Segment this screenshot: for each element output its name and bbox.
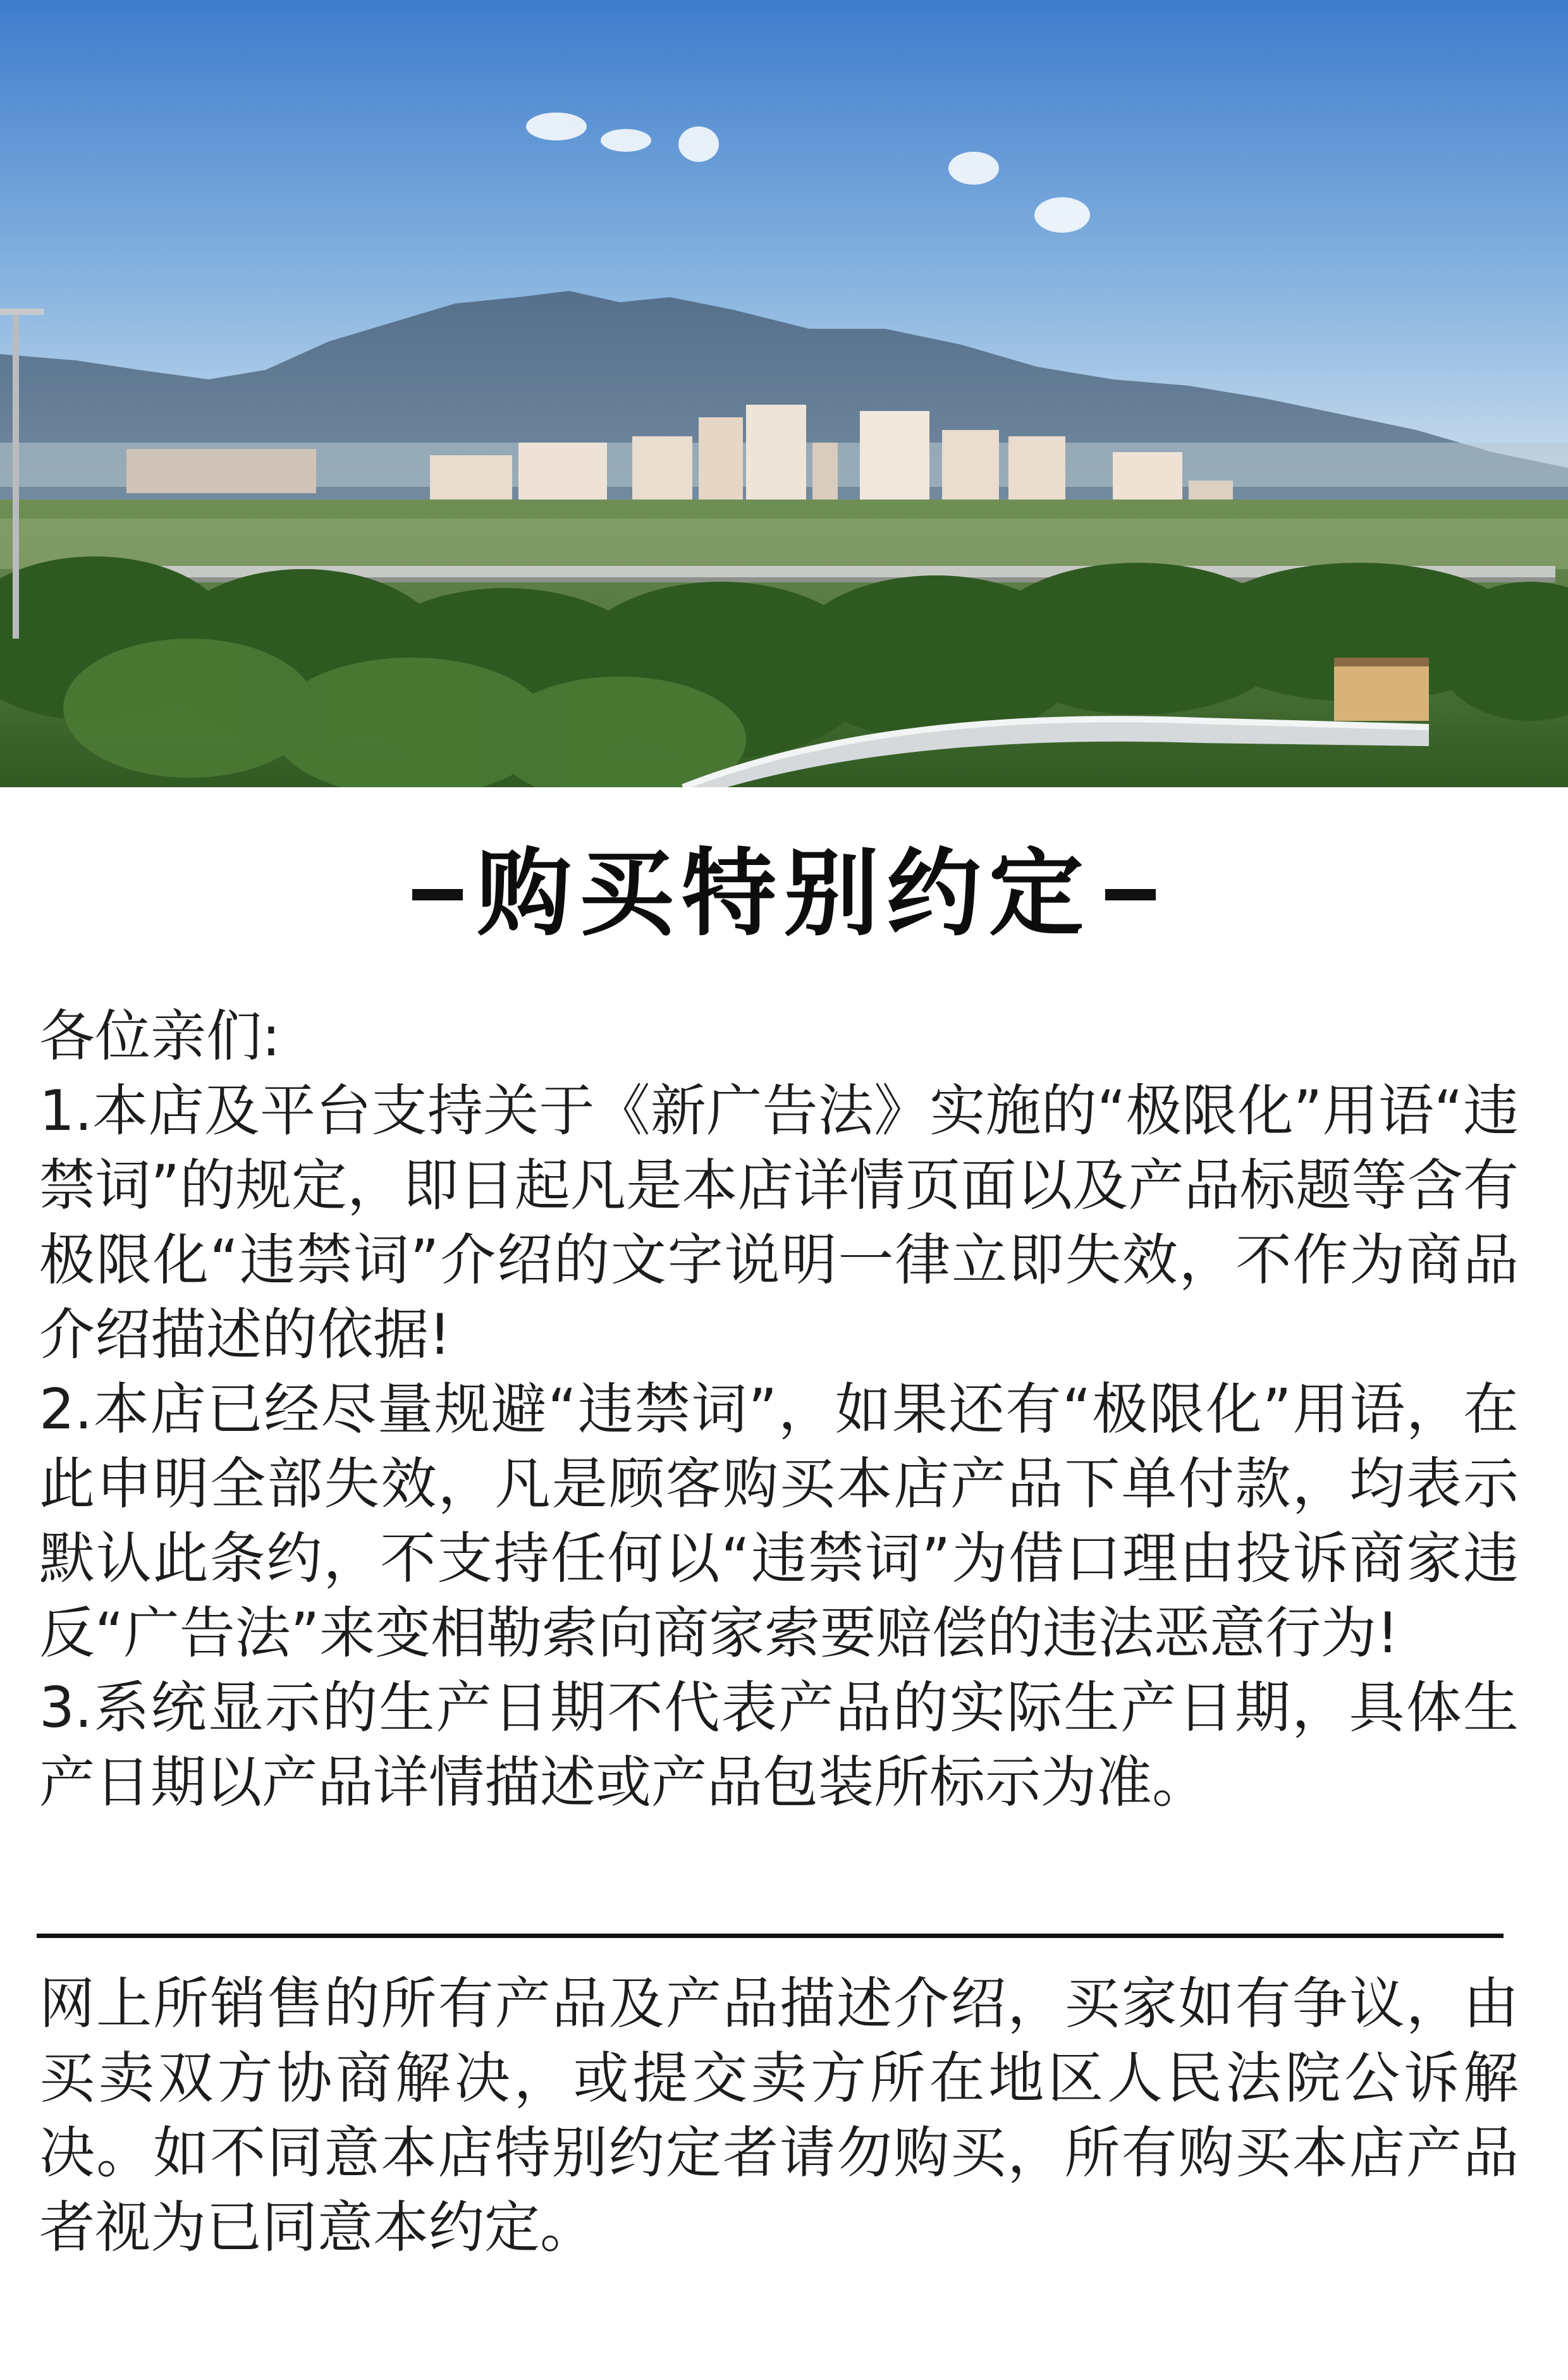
title-row xyxy=(0,822,1568,948)
page-title: 购买特别约定 xyxy=(476,839,1091,949)
agreement-body xyxy=(39,999,1519,1820)
greeting: 各位亲们: xyxy=(39,1003,281,1069)
title-left-dash xyxy=(412,889,463,900)
title-right-dash xyxy=(1105,889,1156,900)
divider xyxy=(37,1934,1504,1938)
landscape-illustration xyxy=(0,0,1568,787)
footer-disclaimer: 网上所销售的所有产品及产品描述介绍，买家如有争议，由买卖双方协商解决，或提交卖方所在地区人民法院公诉解决。如不同意本店特别约定者请勿购买，所有购买本店产品者视为已同意本约定。 xyxy=(39,1971,1519,2260)
clause-2: 2.本店已经尽量规避“违禁词”，如果还有“极限化”用语，在此申明全部失效，凡是顾客购买本店产品下单付款，均表示默认此条约，不支持任何以“违禁词”为借口理由投诉商家违反“广告法”来变相勒索向商家索要赔偿的违法恶意行为! xyxy=(39,1377,1519,1665)
clause-1: 1.本店及平台支持关于《新广告法》实施的“极限化”用语“违禁词”的规定，即日起凡是本店详情页面以及产品标题等含有极限化“违禁词”介绍的文字说明一律立即失效，不作为商品介绍描述的依据! xyxy=(39,1078,1519,1367)
landscape-photo xyxy=(0,0,1568,787)
clause-3: 3.系统显示的生产日期不代表产品的实际生产日期，具体生产日期以产品详情描述或产品包装所标示为准。 xyxy=(39,1675,1519,1815)
